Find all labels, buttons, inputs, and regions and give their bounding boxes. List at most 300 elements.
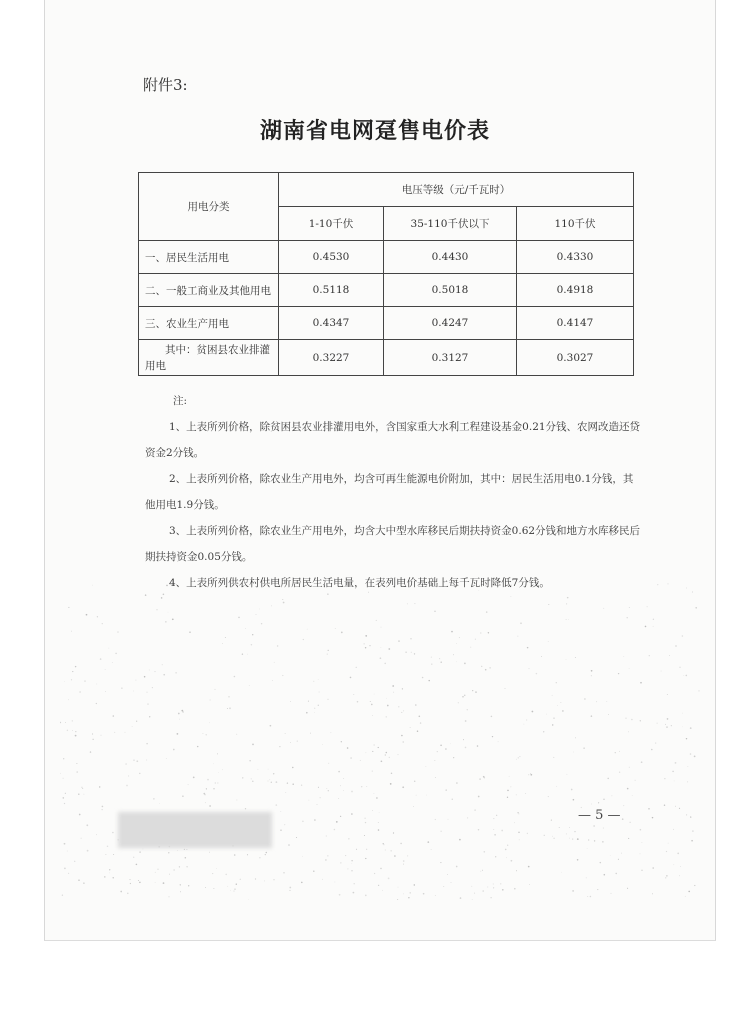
speckle [381,627,382,628]
speckle [265,854,266,855]
speckle [629,767,630,768]
speckle [683,675,684,676]
speckle [92,733,93,734]
speckle [548,796,549,797]
speckle [166,585,168,587]
speckle [138,880,139,881]
speckle [108,648,109,649]
speckle [197,746,198,747]
speckle [222,643,223,644]
speckle [341,741,342,742]
speckle [682,713,683,714]
speckle [353,892,355,894]
speckle [334,829,336,831]
speckle [472,690,473,691]
speckle [623,805,624,806]
note-item: 2、上表所列价格，除农业生产用电外，均含可再生能源电价附加，其中：居民生活用电0.1分钱，其他用电1.9分钱。 [145,473,634,511]
speckle [694,885,695,886]
speckle [484,777,485,778]
speckle [440,831,441,832]
speckle [227,886,228,887]
speckle [573,752,574,753]
speckle [364,643,365,644]
speckle [618,673,619,674]
speckle [426,766,427,767]
speckle [566,659,567,660]
table-cell: 0.4918 [517,274,634,307]
speckle [157,869,158,870]
speckle [78,879,80,881]
speckle [361,786,362,787]
speckle [347,747,349,749]
note-item: 3、上表所列价格，除农业生产用电外，均含大中型水库移民后期扶持资金0.62分钱和地方水库移民后期扶持资金0.05分钱。 [145,525,641,563]
speckle [682,726,683,727]
speckle [462,696,464,698]
speckle [74,861,75,862]
speckle [518,757,519,758]
speckle [530,773,531,774]
speckle [453,654,454,655]
speckle [527,833,528,834]
speckle [627,788,629,790]
column-header: 35-110千伏以下 [384,207,517,241]
speckle [470,647,471,648]
speckle [133,857,134,858]
speckle [313,871,314,872]
speckle [238,617,240,619]
speckle [322,744,323,745]
speckle [619,772,620,773]
speckle [640,854,641,855]
speckle [252,744,254,746]
speckle [480,871,481,872]
speckle [203,793,205,795]
speckle [248,899,249,900]
speckle [181,710,183,712]
row-label-line1: 其中：贫困县农业排灌 [165,343,270,356]
speckle [179,866,180,867]
speckle [319,691,320,692]
speckle [126,785,128,787]
row-label [139,340,279,376]
speckle [574,831,575,832]
speckle [544,835,545,836]
speckle [182,795,184,797]
speckle [63,797,65,799]
speckle [525,793,526,794]
speckle [185,857,187,859]
speckle [618,859,619,860]
speckle [153,798,154,799]
speckle [403,710,404,711]
speckle [318,787,319,788]
speckle [414,780,416,782]
speckle [458,702,459,703]
speckle [382,890,383,891]
speckle [83,882,85,884]
speckle [117,631,119,633]
speckle [60,773,61,774]
speckle [405,652,406,653]
speckle [528,774,529,775]
speckle [68,607,69,608]
speckle [283,602,285,604]
speckle [687,781,688,782]
speckle [516,759,517,760]
speckle [63,758,64,759]
speckle [113,877,114,878]
table-cell: 0.4147 [517,307,634,340]
speckle [640,829,642,831]
speckle [685,896,686,897]
row-label: 二、一般工商业及其他用电 [139,274,279,307]
speckle [666,726,667,727]
speckle [259,609,260,610]
speckle [407,855,408,856]
redacted-stamp [118,812,272,848]
speckle [121,687,123,689]
speckle [393,832,394,833]
speckle [97,616,98,617]
speckle [364,818,365,819]
speckle [481,666,482,667]
speckle [651,749,653,751]
speckle [65,722,66,723]
speckle [86,614,88,616]
speckle [125,763,127,765]
speckle [566,619,567,620]
speckle [611,795,612,796]
speckle [60,722,61,723]
speckle [374,873,375,874]
speckle [225,637,226,638]
speckle [175,672,177,674]
speckle [380,868,382,870]
speckle [276,781,278,783]
speckle [297,740,298,741]
speckle [679,808,680,809]
speckle [217,753,218,754]
speckle [391,850,392,851]
speckle [397,899,398,900]
speckle [374,744,375,745]
speckle [336,821,338,823]
speckle [398,640,399,641]
speckle [146,743,148,745]
speckle [411,652,412,653]
speckle [495,856,496,857]
speckle [686,588,687,589]
speckle [179,719,180,720]
speckle [690,753,692,755]
speckle [606,701,607,702]
speckle [290,701,291,702]
speckle [301,882,303,884]
speckle [463,739,464,740]
speckle [648,808,650,810]
speckle [443,886,444,887]
speckle [509,776,510,777]
speckle [553,717,554,718]
table-cell: 0.4247 [384,307,517,340]
speckle [81,787,82,788]
speckle [64,868,66,870]
speckle [202,733,203,734]
speckle [417,731,418,732]
speckle [283,872,285,874]
speckle [668,583,669,584]
row-label: 一、居民生活用电 [139,241,279,274]
speckle [343,790,344,791]
speckle [388,878,390,880]
speckle [277,645,278,646]
speckle [64,843,66,845]
speckle [403,864,404,865]
speckle [345,855,346,856]
speckle [228,696,230,698]
speckle [102,623,103,624]
speckle [695,607,697,609]
speckle [274,662,275,663]
speckle [502,889,504,891]
speckle [664,804,665,805]
speckle [296,837,297,838]
speckle [478,796,480,798]
speckle [240,879,241,880]
speckle [365,895,367,897]
speckle [428,680,429,681]
speckle [557,705,558,706]
speckle [72,671,73,672]
speckle [242,777,243,778]
speckle [173,749,175,751]
speckle [673,864,674,865]
speckle [331,732,332,733]
speckle [491,716,493,718]
speckle [440,862,441,863]
speckle [528,866,530,868]
speckle [556,786,557,787]
speckle [261,623,262,624]
speckle [376,797,378,799]
speckle [488,632,489,633]
speckle [655,743,656,744]
speckle [440,661,441,662]
speckle [320,797,321,798]
speckle [309,800,310,801]
speckle [369,645,370,646]
speckle [325,859,326,860]
speckle [423,893,425,895]
speckle [245,628,246,629]
speckle [366,849,367,850]
speckle [357,701,359,703]
speckle [316,804,317,805]
speckle [365,647,366,648]
speckle [623,656,624,657]
speckle [666,851,667,852]
speckle [147,703,148,704]
speckle [690,727,692,729]
speckle [680,866,681,867]
speckle [378,885,379,886]
speckle [575,657,576,658]
speckle [622,818,624,820]
speckle [577,838,579,840]
speckle [653,619,654,620]
speckle [587,896,588,897]
speckle [548,604,549,605]
speckle [67,730,68,731]
speckle [255,878,256,879]
speckle [139,851,141,853]
speckle [209,852,210,853]
speckle [553,757,554,758]
speckle [652,867,654,869]
speckle [378,822,379,823]
speckle [279,746,280,747]
speckle [341,632,343,634]
speckle [310,733,311,734]
speckle [213,788,214,789]
speckle [437,751,438,752]
speckle [206,788,207,789]
speckle [237,800,238,801]
speckle [415,704,417,706]
speckle [602,841,603,842]
speckle [410,892,411,893]
speckle [113,715,115,717]
speckle [302,856,303,857]
speckle [692,830,693,831]
speckle [282,599,283,600]
speckle [128,775,129,776]
speckle [385,754,386,755]
speckle [474,893,475,894]
speckle [527,647,529,649]
speckle [166,758,167,759]
speckle [621,853,622,854]
speckle [105,669,106,670]
speckle [586,878,587,879]
speckle [348,838,349,839]
column-header: 1-10千伏 [279,207,384,241]
speckle [529,884,530,885]
speckle [177,850,178,851]
table-cell: 0.4530 [279,241,384,274]
speckle [679,667,680,668]
speckle [401,735,403,737]
speckle [130,883,131,884]
speckle [270,725,272,727]
speckle [667,718,669,720]
speckle [177,733,179,735]
speckle [338,798,339,799]
speckle [388,648,390,650]
speckle [587,848,588,849]
speckle [327,855,328,856]
speckle [402,688,403,689]
speckle [328,650,329,651]
speckle [210,699,211,700]
speckle [575,738,576,739]
speckle [366,752,367,753]
speckle [619,751,620,752]
speckle [403,894,404,895]
speckle [444,582,445,583]
speckle [215,689,216,690]
speckle [604,874,606,876]
table-cell: 0.3127 [384,340,517,376]
speckle [205,802,206,803]
speckle [152,687,153,688]
speckle [99,786,100,787]
speckle [541,656,542,657]
speckle [427,841,429,843]
speckle [514,888,516,890]
speckle [268,781,269,782]
speckle [64,681,65,682]
speckle [136,721,137,722]
speckle [516,795,517,796]
speckle [252,634,253,635]
speckle [251,644,252,645]
speckle [64,803,65,804]
speckle [381,760,383,762]
speckle [467,709,468,710]
speckle [245,808,246,809]
row-label: 三、农业生产用电 [139,307,279,340]
speckle [474,809,476,811]
speckle [445,748,447,750]
speckle [685,675,687,677]
speckle [465,720,467,722]
speckle [518,832,519,833]
speckle [608,714,609,715]
speckle [75,666,76,667]
speckle [485,585,486,586]
speckle [460,897,462,899]
speckle [71,679,72,680]
table-cell: 0.4430 [384,241,517,274]
speckle [431,664,432,665]
speckle [142,848,143,849]
speckle [257,769,258,770]
speckle [640,720,641,721]
speckle [475,691,477,693]
speckle [67,851,68,852]
speckle [301,785,302,786]
speckle [165,621,166,622]
speckle [571,789,573,791]
speckle [252,781,253,782]
speckle [422,677,424,679]
speckle [387,705,389,707]
speckle [665,877,666,878]
speckle [96,684,97,685]
speckle [351,863,352,864]
speckle [390,783,392,785]
speckle [379,812,380,813]
speckle [566,833,567,834]
speckle [174,585,175,586]
voltage-header: 电压等级（元/千瓦时） [279,173,634,207]
speckle [225,874,227,876]
speckle [212,873,213,874]
speckle [145,594,147,596]
speckle [526,719,527,720]
speckle [144,676,146,678]
